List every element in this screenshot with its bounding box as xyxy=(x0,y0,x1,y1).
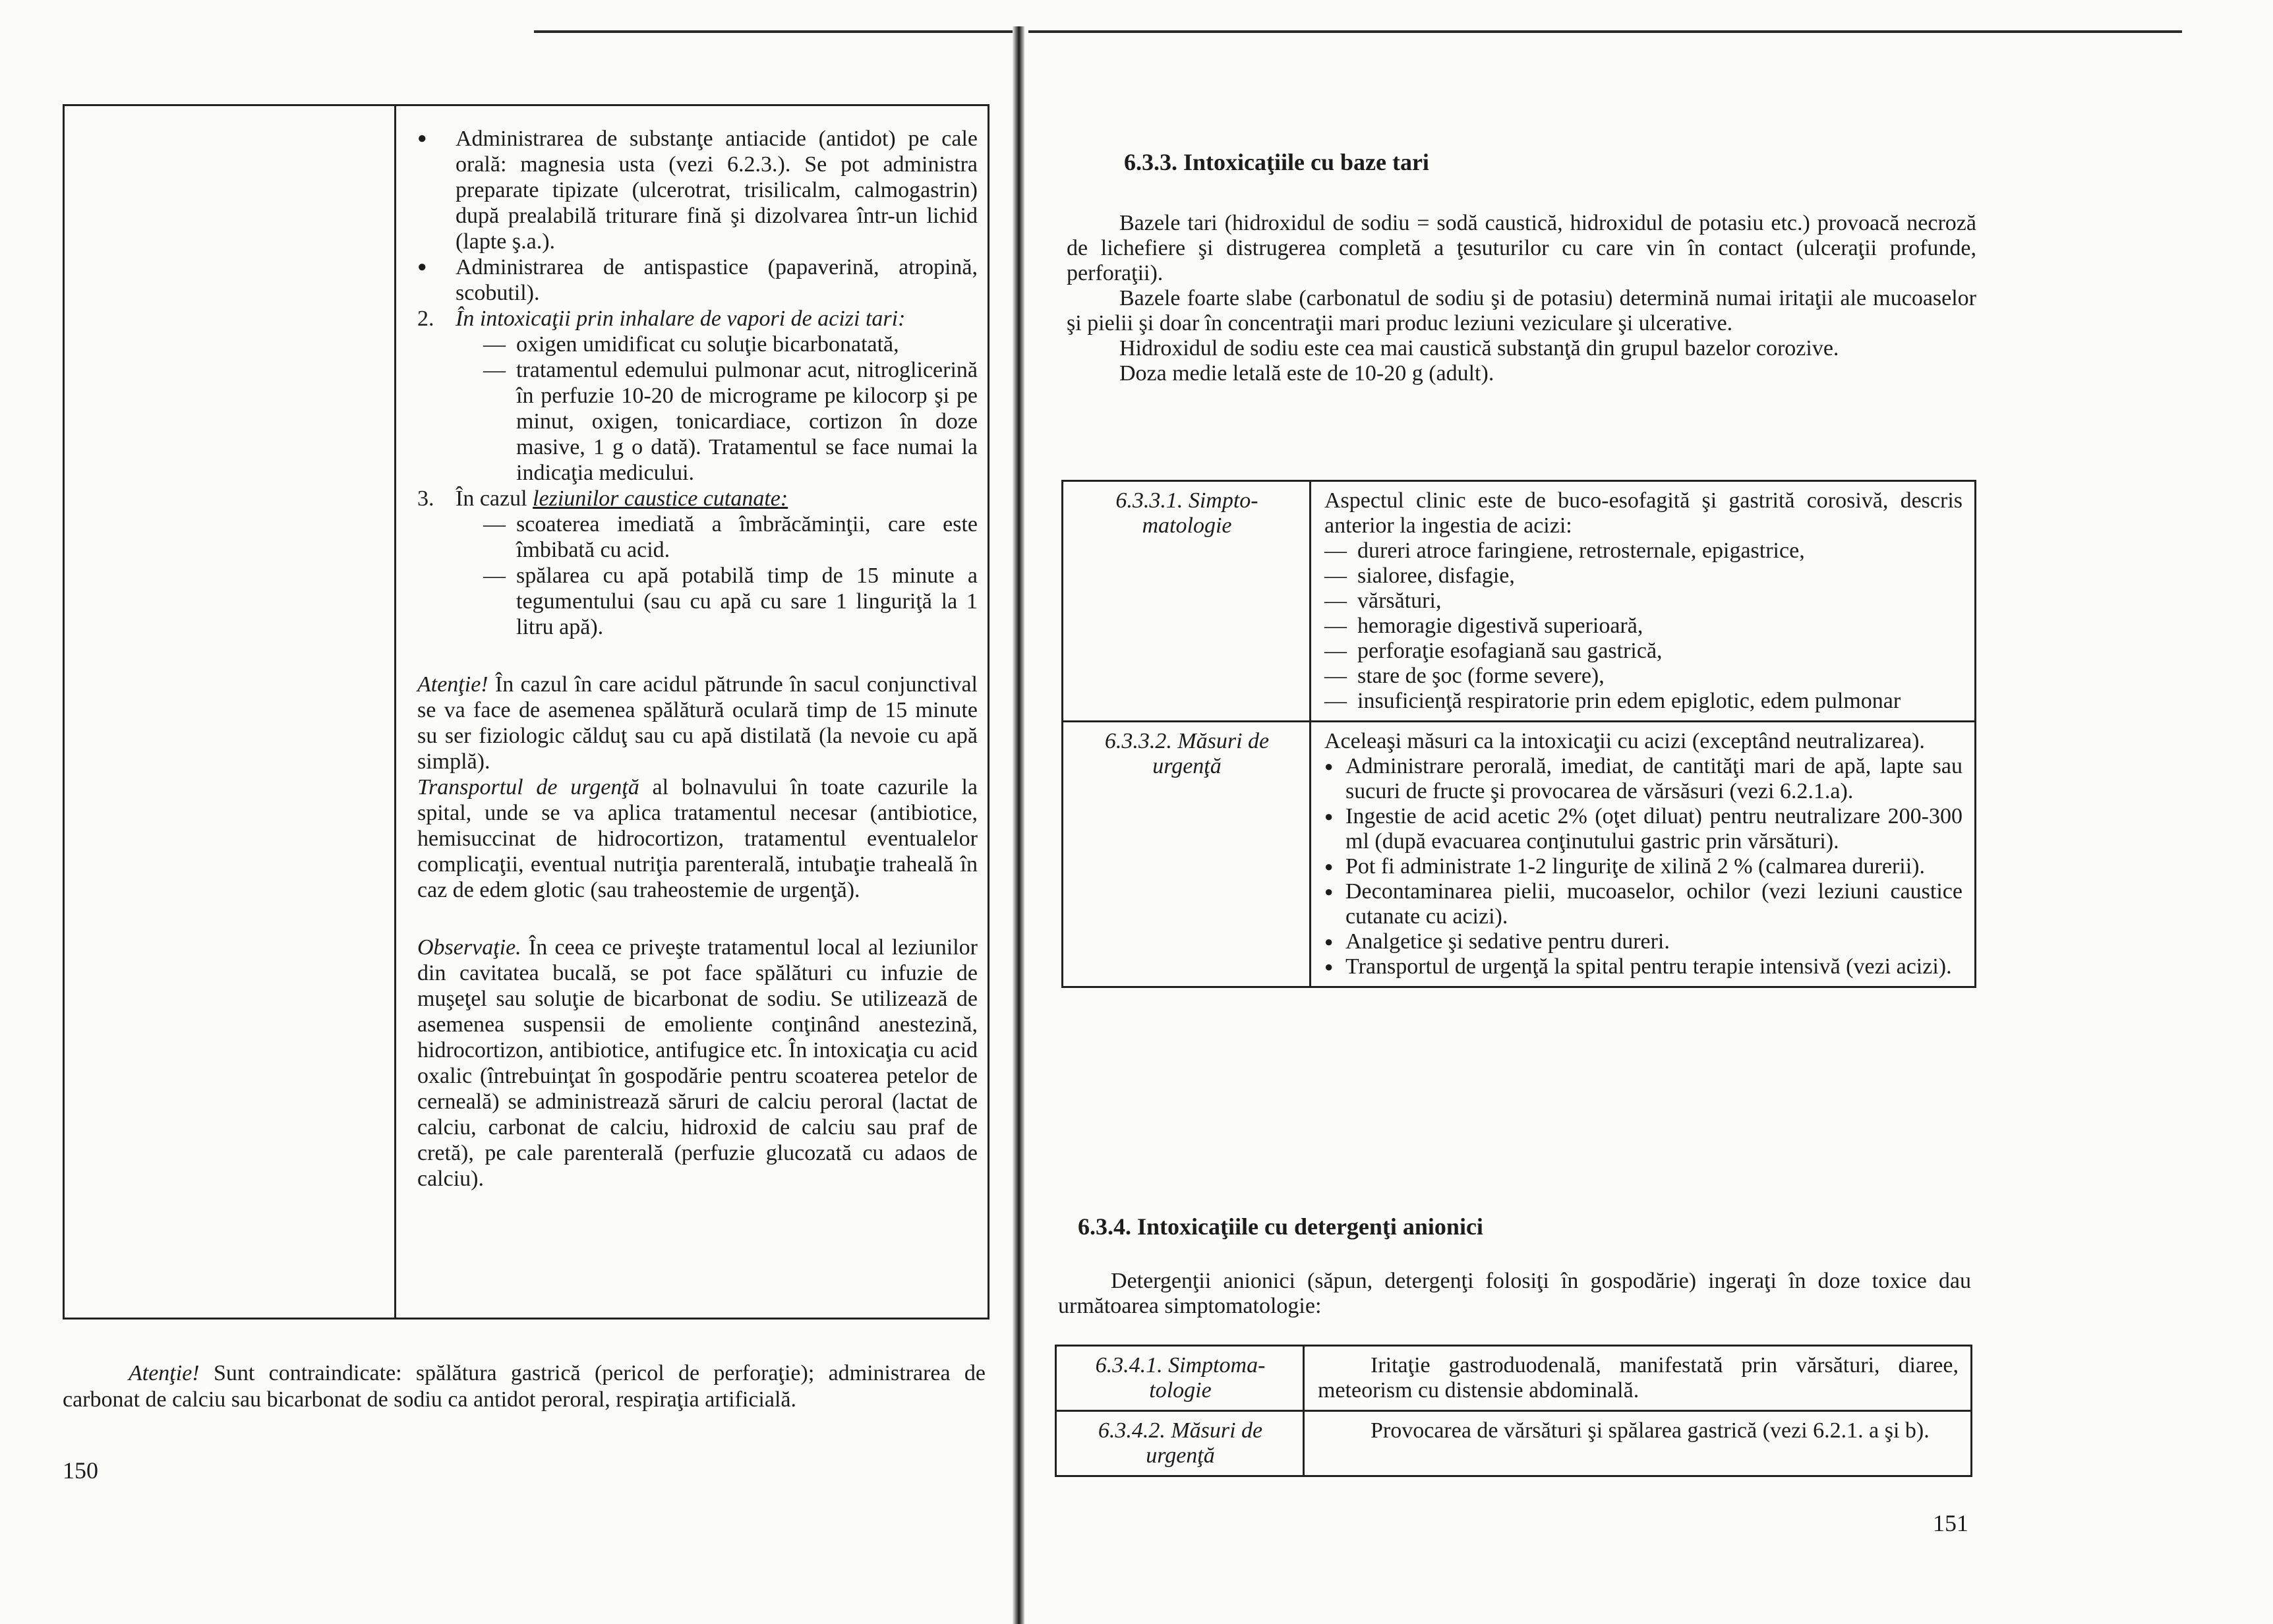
list-item: ● Transportul de urgenţă la spital pentru terapie intensivă (vezi acizi). xyxy=(1324,954,1963,979)
row-label: 6.3.3.1. Simpto- matologie xyxy=(1063,481,1311,722)
list-item: — sialoree, disfagie, xyxy=(1324,564,1963,589)
bullet-antispastics: ● Administrarea de antispastice (papaverină, atropină, scobutil). xyxy=(417,254,978,306)
list-item: — insuficienţă respiratorie prin edem epiglotic, edem pulmonar xyxy=(1324,689,1963,714)
section-633-heading: 6.3.3. Intoxicaţiile cu baze tari xyxy=(1124,149,1429,175)
row-label: 6.3.4.2. Măsuri de urgenţă xyxy=(1056,1411,1304,1476)
table-row xyxy=(1056,1411,1972,1476)
treatment-content xyxy=(417,126,978,1192)
list-item: — vărsături, xyxy=(1324,589,1963,614)
item-3-dash: — scoaterea imediată a îmbrăcăminţii, care este îmbibată cu acid. xyxy=(417,511,978,563)
item-2-dash: — tratamentul edemului pulmonar acut, nitroglicerină în perfuzie 10-20 de micrograme pe kilocorp şi pe minut, oxigen, tonicardiace, cortizon în doze masive, 1 g o dată). Tratamentul se face numai la indicaţia medicului. xyxy=(417,357,978,486)
item-3: 3. În cazul leziunilor caustice cutanate: xyxy=(417,486,788,511)
table-row xyxy=(1063,722,1976,987)
table-row xyxy=(1063,481,1976,722)
row-label: 6.3.4.1. Simptoma- tologie xyxy=(1056,1346,1304,1411)
observatie-paragraph: Observaţie. În ceea ce priveşte tratamentul local al leziunilor din cavitatea bucală, se pot face spălături cu infuzie de muşeţel sau soluţie de bicarbonat de sodiu. Se utilizează de asemenea suspensii de emoliente conţinând anestezină, hidrocortizon, antibiotice, antifugice etc. În intoxicaţia cu acid oxalic (întrebuinţat în gospodărie pentru scoaterea petelor de cerneală) se administrează săruri de calciu peroral (lactat de calciu, carbonat de calciu, hidroxid de calciu sau praf de cretă), pe cale parenterală (perfuzie glucozată cu adaos de calciu). xyxy=(417,935,978,1191)
list-item: — perforaţie esofagiană sau gastrică, xyxy=(1324,639,1963,664)
list-item: — hemoragie digestivă superioară, xyxy=(1324,614,1963,639)
left-page xyxy=(0,0,1020,1624)
page-number-right: 151 xyxy=(1933,1510,1968,1536)
row-content: Aceleaşi măsuri ca la intoxicaţii cu acizi (exceptând neutralizarea). ● Administrare perorală, imediat, de cantităţi mari de apă, lapte sau sucuri de fructe şi provocarea de vărsăsuri (vezi 6.2.1.a). ● Ingestie de acid acetic 2% (oţet diluat) pentru neutralizare 200-300 ml (după evacuarea conţinutului gastric prin vărsături). ● Pot fi administrate 1-2 linguriţe de xilină 2 % (calmarea durerii). ● Decontaminarea pielii, mucoaselor, ochilor (vezi leziuni caustice cutanate cu acizi). ● Analgetice şi sedative pentru dureri. ● Transportul de urgenţă la spital pentru terapie intensivă (vezi acizi). xyxy=(1311,722,1976,987)
item-3-dash: — spălarea cu apă potabilă timp de 15 minute a tegumentului (sau cu apă cu sare 1 linguriţă la 1 litru apă). xyxy=(417,563,978,640)
item-2-dash: — oxigen umidificat cu soluţie bicarbonatată, xyxy=(417,332,978,357)
list-item: ● Ingestie de acid acetic 2% (oţet diluat) pentru neutralizare 200-300 ml (după evacuarea conţinutului gastric prin vărsături). xyxy=(1324,804,1963,854)
row-content: Iritaţie gastroduodenală, manifestată prin vărsături, diaree, meteorism cu distensie abdominală. xyxy=(1304,1346,1972,1411)
section-634-intro: Detergenţii anionici (săpun, detergenţi folosiţi în gospodărie) ingeraţi în doze toxice dau următoarea simptomatologie: xyxy=(1058,1269,1971,1318)
row-content: Aspectul clinic este de buco-esofagită şi gastrită corosivă, descris anterior la ingestia de acizi: — dureri atroce faringiene, retrosternale, epigastrice, — sialoree, disfagie, — vărsături, — hemoragie digestivă superioară, — perforaţie esofagiană sau gastrică, — stare de şoc (forme severe), — insuficienţă respiratorie prin edem epiglotic, edem pulmonar xyxy=(1311,481,1976,722)
transport-paragraph: Transportul de urgenţă al bolnavului în toate cazurile la spital, unde se va aplica tratamentul necesar (antibiotice, hemisuccinat de hidrocortizon, tratamentul eventualelor complicaţii, eventual nutriţia parenterală, intubaţie traheală în caz de edem glotic (sau traheostemie de urgenţă). xyxy=(417,775,978,902)
page-number-left: 150 xyxy=(63,1457,98,1484)
item-2: 2. În intoxicaţii prin inhalare de vapori de acizi tari: xyxy=(417,306,906,331)
list-item: ● Decontaminarea pielii, mucoaselor, ochilor (vezi leziuni caustice cutanate cu acizi). xyxy=(1324,879,1963,929)
contraindications-note: Atenţie! Sunt contraindicate: spălătura gastrică (pericol de perforaţie); administrarea de carbonat de calciu sau bicarbonat de sodiu ca antidot peroral, respiraţia artificială. xyxy=(63,1361,986,1412)
treatment-table xyxy=(63,104,989,1320)
list-item: — dureri atroce faringiene, retrosternale, epigastrice, xyxy=(1324,538,1963,564)
section-633-intro: Bazele tari (hidroxidul de sodiu = sodă caustică, hidroxidul de potasiu etc.) provoacă necroză de lichefiere şi distrugerea completă a ţesuturilor cu care vin în contact (ulceraţii profunde, perforaţii). Bazele foarte slabe (carbonatul de sodiu şi de potasiu) determină numai iritaţii ale mucoaselor şi pielii şi doar în concentraţii mari produc leziuni veziculare şi ulcerative. Hidroxidul de sodiu este cea mai caustică substanţă din grupul bazelor corozive. Doza medie letală este de 10-20 g (adult). xyxy=(1067,211,1976,386)
list-item: ● Analgetice şi sedative pentru dureri. xyxy=(1324,929,1963,954)
bases-table xyxy=(1061,480,1976,988)
row-label: 6.3.3.2. Măsuri de urgenţă xyxy=(1063,722,1311,987)
atentie-paragraph: Atenţie! În cazul în care acidul pătrunde în sacul conjunctival se va face de asemenea spălătură oculară timp de 15 minute su ser fiziologic călduţ sau cu apă distilată (la nevoie cu apă simplă). xyxy=(417,672,978,774)
bullet-antacids: ● Administrarea de substanţe antiacide (antidot) pe cale orală: magnesia usta (vezi 6.2.3.). Se pot administra preparate tipizate (ulcerotrat, trisilicalm, calmogastrin) după prealabilă triturare fină şi dizolvarea într-un lichid (lapte ş.a.). xyxy=(417,126,978,254)
table-row xyxy=(1056,1346,1972,1411)
list-item: ● Administrare perorală, imediat, de cantităţi mari de apă, lapte sau sucuri de fructe şi provocarea de vărsăsuri (vezi 6.2.1.a). xyxy=(1324,754,1963,804)
list-item: — stare de şoc (forme severe), xyxy=(1324,664,1963,689)
detergents-table xyxy=(1055,1345,1972,1477)
row-content: Provocarea de vărsături şi spălarea gastrică (vezi 6.2.1. a şi b). xyxy=(1304,1411,1972,1476)
list-item: ● Pot fi administrate 1-2 linguriţe de xilină 2 % (calmarea durerii). xyxy=(1324,854,1963,879)
section-634-heading: 6.3.4. Intoxicaţiile cu detergenţi anionici xyxy=(1078,1213,1483,1240)
